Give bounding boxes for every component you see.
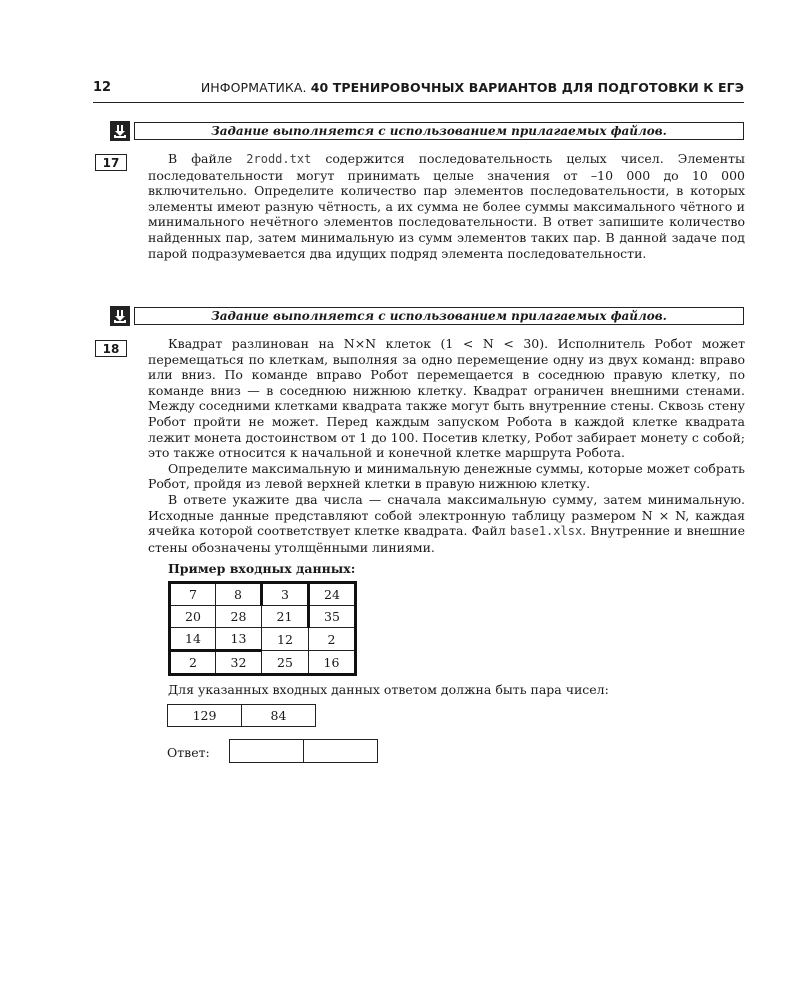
table-row	[230, 740, 378, 763]
answer-box-1[interactable]	[230, 740, 304, 763]
task18-file-banner	[110, 306, 744, 326]
banner-text: Задание выполняется с использованием прилагаемых файлов.	[134, 122, 744, 140]
grid-cell: 20	[170, 606, 216, 628]
page-number: 12	[93, 80, 112, 95]
grid-cell: 32	[216, 651, 262, 675]
task17-text	[148, 151, 745, 261]
table-row	[170, 651, 356, 675]
grid-cell: 21	[262, 606, 309, 628]
task18-para2: Определите максимальную и минимальную денежные суммы, которые может собрать Робот, пройдя из левой верхней клетки в правую нижнюю клетку.	[148, 460, 745, 492]
task17-file-banner	[110, 121, 744, 141]
table-row	[170, 583, 356, 606]
task18-para3-end: . Внутренние и внешние стены обозначены утолщёнными линиями.	[148, 523, 746, 555]
grid-cell: 24	[309, 583, 356, 606]
header-subject: ИНФОРМАТИКА.	[200, 80, 307, 95]
header-rule	[93, 102, 744, 103]
task18-para3-start: В ответе укажите два числа — сначала максимальную сумму, затем минимальную. Исходные данные представляют собой электронную таблицу размером N × N, каждая ячейка которой соответствует клетке квадрата. Файл	[148, 491, 745, 539]
task17-text-rest: содержится последовательность целых чисел. Элементы последовательности могут принимать целые значения от –10 000 до 10 000 включительно. Определите количество пар элементов последовательности, в которых элементы имеют разную чётность, а их сумма не более суммы максимального чётного и минимального нечётного элементов последовательности. В ответ запишите количество найденных пар, затем минимальную из сумм элементов таких пар. В данной задаче под парой подразумевается два идущих подряд элемента последовательности.	[148, 151, 745, 261]
grid-cell: 7	[170, 583, 216, 606]
answer-pair-max: 129	[168, 705, 242, 727]
answer-label: Ответ:	[167, 745, 210, 760]
answer-box-2[interactable]	[304, 740, 378, 763]
grid-cell: 3	[262, 583, 309, 606]
task18-text	[148, 336, 745, 555]
answer-boxes	[229, 739, 378, 763]
answer-note: Для указанных входных данных ответом должна быть пара чисел:	[168, 682, 609, 697]
table-row	[170, 628, 356, 651]
task-number-18: 18	[95, 340, 127, 357]
grid-cell: 35	[309, 606, 356, 628]
answer-pair-min: 84	[242, 705, 316, 727]
grid-cell: 13	[216, 628, 262, 651]
grid-cell: 12	[262, 628, 309, 651]
example-grid	[168, 581, 357, 676]
example-label: Пример входных данных:	[168, 561, 356, 576]
task17-file-name: 2rodd.txt	[246, 152, 312, 166]
grid-cell: 2	[170, 651, 216, 675]
table-row	[170, 606, 356, 628]
grid-cell: 16	[309, 651, 356, 675]
download-icon	[110, 306, 130, 326]
grid-cell: 8	[216, 583, 262, 606]
task18-para1: Квадрат разлинован на N×N клеток (1 < N < 30). Исполнитель Робот может перемещаться по клеткам, выполняя за одно перемещение одну из двух команд: вправо или вниз. По команде вправо Робот перемещается в соседнюю правую клетку, по команде вниз — в соседнюю нижнюю клетку. Квадрат ограничен внешними стенами. Между соседними клетками квадрата также могут быть внутренние стены. Сквозь стену Робот пройти не может. Перед каждым запуском Робота в каждой клетке квадрата лежит монета достоинством от 1 до 100. Посетив клетку, Робот забирает монету с собой; это также относится к начальной и конечной клетке маршрута Робота.	[148, 336, 745, 461]
grid-cell: 14	[170, 628, 216, 651]
grid-cell: 25	[262, 651, 309, 675]
grid-cell: 2	[309, 628, 356, 651]
header-book-title: 40 ТРЕНИРОВОЧНЫХ ВАРИАНТОВ ДЛЯ ПОДГОТОВКИ К ЕГЭ	[310, 80, 744, 95]
task17-text-start: В файле	[168, 151, 247, 166]
grid-cell: 28	[216, 606, 262, 628]
running-header	[201, 80, 744, 95]
task-number-17: 17	[95, 154, 127, 171]
example-answer-pair	[167, 704, 316, 727]
download-icon	[110, 121, 130, 141]
task18-file-name: base1.xlsx	[509, 524, 583, 539]
table-row	[168, 705, 316, 727]
banner-text: Задание выполняется с использованием прилагаемых файлов.	[134, 307, 744, 325]
